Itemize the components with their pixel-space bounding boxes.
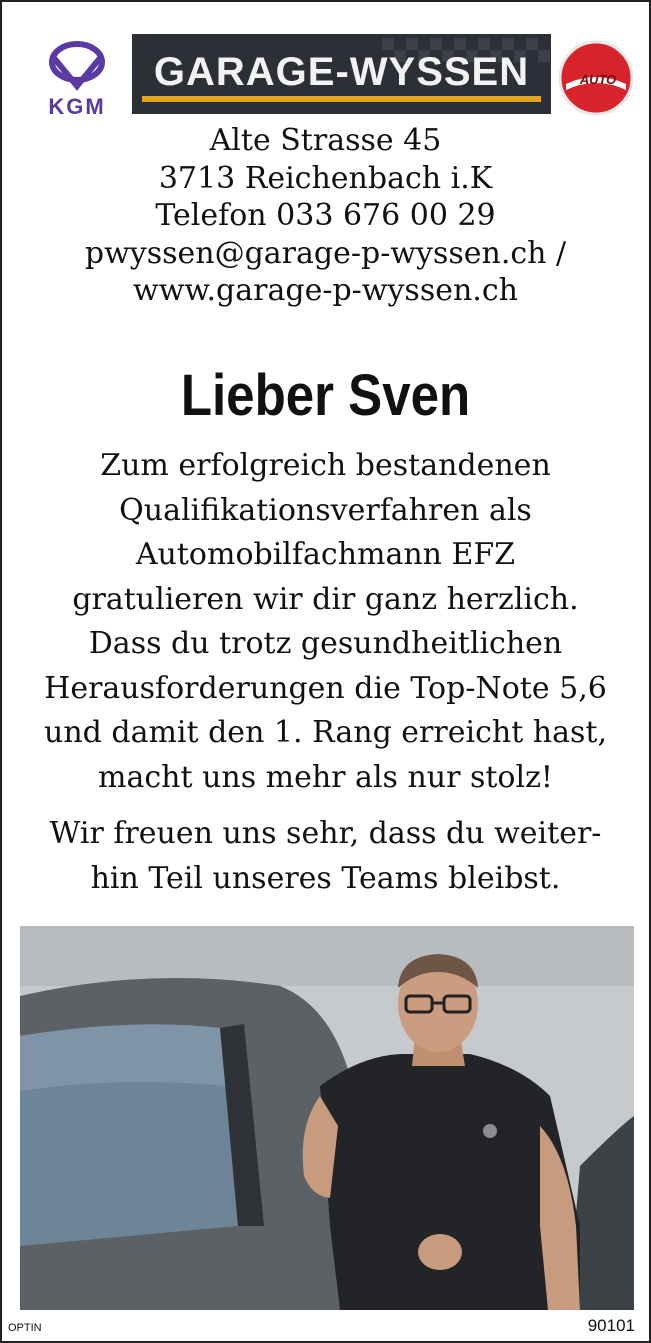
closing-text (2, 812, 649, 901)
body-line: Automobilfachmann EFZ (135, 537, 516, 572)
body-line: Qualifikationsverfahren als (119, 492, 532, 528)
photo-man-with-car (20, 926, 634, 1310)
closing-line: hin Teil unseres Teams bleibst. (90, 860, 561, 896)
headline: Lieber Sven (180, 363, 471, 428)
kgm-logo (24, 36, 130, 118)
body-line: Zum erfolgreich bestandenen (100, 448, 551, 483)
city-line: 3713 Reichenbach i.K (158, 160, 493, 196)
website-line[interactable]: www.garage-p-wyssen.ch (133, 273, 518, 308)
banner-stripe (142, 96, 541, 102)
garage-wyssen-banner (132, 34, 551, 114)
phone-line: Telefon 033 676 00 29 (155, 198, 496, 233)
kgm-logo-text: KGM (48, 94, 106, 118)
closing-line: Wir freuen uns sehr, dass du weiter- (49, 816, 602, 851)
badge-text: AUTO (579, 72, 617, 87)
footer-optin: OPTIN (8, 1322, 42, 1334)
body-line: Herausforderungen die Top-Note 5,6 (44, 670, 607, 706)
photo-illustration (20, 926, 634, 1310)
congratulation-text (2, 444, 649, 800)
auto-badge-logo (558, 40, 634, 116)
banner-title: GARAGE-WYSSEN (153, 50, 530, 94)
street-line: Alte Strasse 45 (209, 123, 442, 158)
body-line: gratulieren wir dir ganz herzlich. (72, 581, 579, 617)
footer-code: 90101 (587, 1316, 635, 1335)
logo-row (2, 2, 649, 122)
body-line: und damit den 1. Rang erreicht hast, (44, 715, 607, 750)
body-line: macht uns mehr als nur stolz! (98, 759, 553, 795)
address-block (2, 122, 649, 310)
email-line[interactable]: pwyssen@garage-p-wyssen.ch / (84, 235, 567, 271)
body-line: Dass du trotz gesundheitlichen (88, 626, 563, 661)
